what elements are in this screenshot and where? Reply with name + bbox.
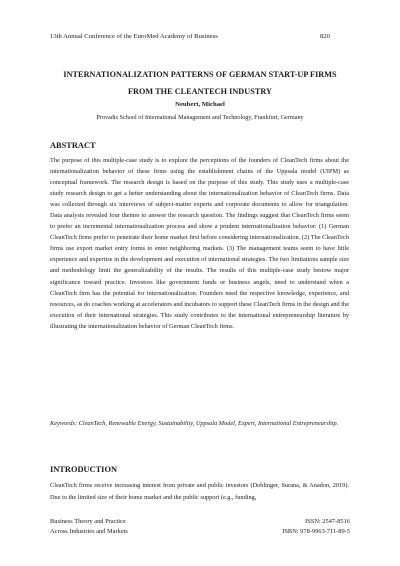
page-number: 820 bbox=[320, 33, 330, 40]
introduction-body: CleanTech firms receive increasing interest from private and public investors (Doblinger, Surana, & Anadon, 2019). Due to the limited size of their home market and the public support (e.g., funding, bbox=[50, 482, 349, 501]
footer-series-line-2: Across Industries and Markets bbox=[50, 528, 128, 535]
author-affiliation: Provadis School of International Management and Technology, Frankfurt, Germany bbox=[96, 114, 304, 121]
paper-title: INTERNATIONALIZATION PATTERNS OF GERMAN START-UP FIRMS FROM THE CLEANTECH INDUSTRY bbox=[63, 70, 337, 96]
footer-series bbox=[50, 517, 128, 537]
footer-identifiers bbox=[276, 517, 350, 537]
abstract-body: The purpose of this multiple-case study is to explore the perceptions of the founders of CleanTech firms about the internationalization behavior of these firms using the establishment chains of the Uppsala model (UIPM) as conceptual framework. The research design is based on the purpose of this study. This study uses a multiple-case study research design to get a better understanding about the internationalization behavior of CleanTech firms. Data was collected through six interviews of subject-matter experts and corporate documents to allow for triangulation. Data analysis revealed four themes to answer the research question. The findings suggest that CleanTech firms seem to prefer an incremental internationalization process and show a prudent internationalization behavior: (1) German CleanTech firms prefer to penetrate their home market first before considering internationalization. (2) The CleanTech firms use export market entry forms to enter neighboring markets. (3) The management teams seem to have little experience and expertise in the development and execution of international strategies. The two limitations sample size and methodology limit the generalizability of the results. The results of this multiple-case study bestow major significance toward practice. Investors like government funds or business angels, need to understand when a CleanTech firm has the potential for internationalization. Founders need the respective knowledge, experience, and resources, as do coaches working at accelerators and incubators to support these CleanTech firms in the design and the execution of their international strategies. This study contributes to the international entrepreneurship literature by illustrating the internationalization behavior of German CleanTech firms. bbox=[50, 157, 349, 330]
footer-isbn: ISBN: 978-9963-711-89-5 bbox=[282, 528, 350, 535]
footer-series-line-1: Business Theory and Practice bbox=[50, 518, 126, 525]
abstract-heading: ABSTRACT bbox=[50, 141, 96, 150]
running-header: 13th Annual Conference of the EuroMed Academy of Business bbox=[50, 33, 218, 40]
keywords: Keywords: CleanTech, Renewable Energy, Sustainability, Uppsala Model, Expert, International Entrepreneurship. bbox=[50, 420, 339, 427]
introduction-heading: INTRODUCTION bbox=[50, 465, 118, 474]
footer-issn: ISSN: 2547-8516 bbox=[305, 518, 350, 525]
author-name: Neubert, Michael bbox=[175, 101, 225, 108]
